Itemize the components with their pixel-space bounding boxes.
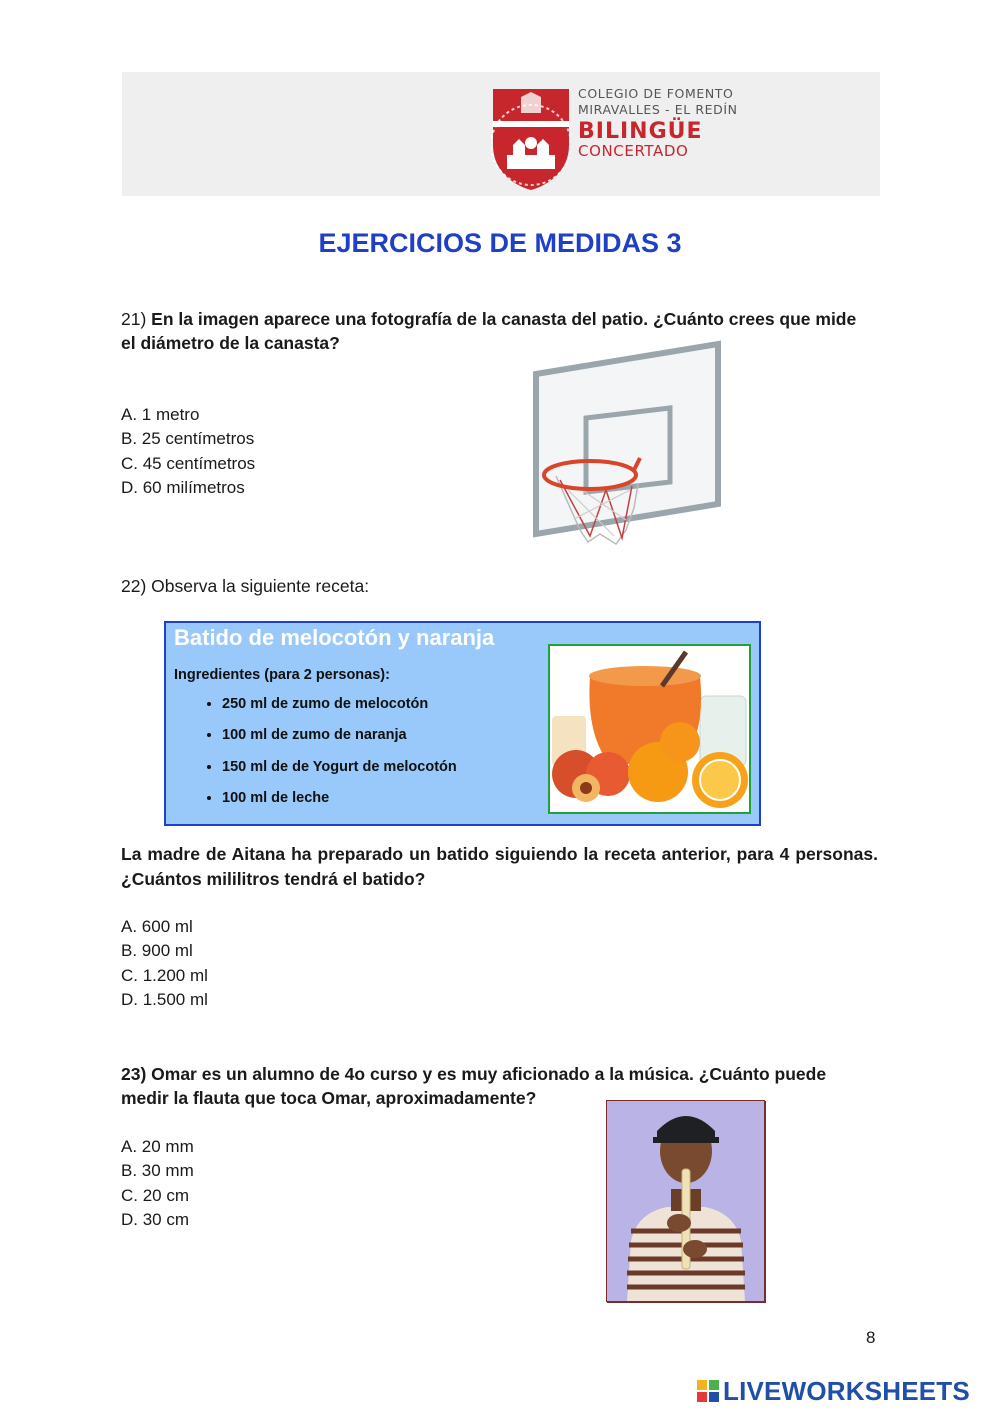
- school-line-2: MIRAVALLES - EL REDÍN: [578, 102, 738, 117]
- basketball-hoop-icon: [530, 340, 726, 546]
- question-22-option-a[interactable]: A. 600 ml: [121, 917, 193, 936]
- page-number: 8: [866, 1328, 876, 1347]
- liveworksheets-logo: [697, 1376, 970, 1409]
- question-22-option-b[interactable]: B. 900 ml: [121, 941, 193, 961]
- liveworksheets-logo-icon: [697, 1380, 719, 1404]
- page-title: EJERCICIOS DE MEDIDAS 3: [318, 228, 682, 258]
- ingredient-item: • 100 ml de zumo de naranja: [222, 720, 457, 751]
- school-name: [578, 86, 738, 159]
- question-22-option-d[interactable]: D. 1.500 ml: [121, 989, 208, 1009]
- question-23-options: [121, 1135, 194, 1232]
- question-21-options: [121, 403, 255, 500]
- ingredient-item: • 100 ml de leche: [222, 783, 457, 814]
- question-21: [121, 307, 861, 355]
- recipe-card: [164, 621, 761, 826]
- question-21-option-a[interactable]: A. 1 metro: [121, 405, 200, 424]
- ingredient-item: • 250 ml de zumo de melocotón: [222, 689, 457, 720]
- school-line-3: BILINGÜE: [578, 119, 703, 144]
- question-23-option-b[interactable]: B. 30 mm: [121, 1161, 194, 1181]
- question-23-option-d[interactable]: D. 30 cm: [121, 1209, 190, 1229]
- question-23-text: 23) Omar es un alumno de 4o curso y es muy aficionado a la música. ¿Cuánto puede medir la flauta que toca Omar, aproximadamente?: [121, 1064, 827, 1108]
- question-22-text: La madre de Aitana ha preparado un batido siguiendo la receta anterior, para 4 personas. ¿Cuántos mililitros tendrá el batido?: [121, 844, 878, 889]
- question-22-intro: 22) Observa la siguiente receta:: [121, 576, 370, 596]
- juice-fruit-icon: [550, 646, 749, 812]
- question-21-option-d[interactable]: D. 60 milímetros: [121, 477, 245, 497]
- recipe-subtitle: Ingredientes (para 2 personas):: [174, 667, 390, 683]
- question-21-option-c[interactable]: C. 45 centímetros: [121, 453, 256, 473]
- ingredient-item: • 150 ml de de Yogurt de melocotón: [222, 752, 457, 783]
- recipe-ingredients: [196, 689, 457, 814]
- boy-flute-photo: [606, 1100, 765, 1302]
- school-line-4: CONCERTADO: [578, 142, 689, 160]
- liveworksheets-brand: LIVEWORKSHEETS: [723, 1376, 970, 1406]
- juice-photo: [548, 644, 751, 814]
- question-21-text: En la imagen aparece una fotografía de la canasta del patio. ¿Cuánto crees que mide el diámetro de la canasta?: [121, 309, 857, 353]
- school-line-1: COLEGIO DE FOMENTO: [578, 86, 734, 101]
- recipe-title: Batido de melocotón y naranja: [174, 625, 495, 650]
- school-crest-icon: [491, 87, 571, 191]
- boy-flute-icon: [607, 1101, 764, 1301]
- question-23-option-a[interactable]: A. 20 mm: [121, 1137, 194, 1156]
- question-22-option-c[interactable]: C. 1.200 ml: [121, 965, 208, 985]
- question-21-option-b[interactable]: B. 25 centímetros: [121, 429, 255, 449]
- question-23-option-c[interactable]: C. 20 cm: [121, 1185, 190, 1205]
- question-22-options: [121, 915, 208, 1012]
- question-21-number: 21): [121, 309, 147, 329]
